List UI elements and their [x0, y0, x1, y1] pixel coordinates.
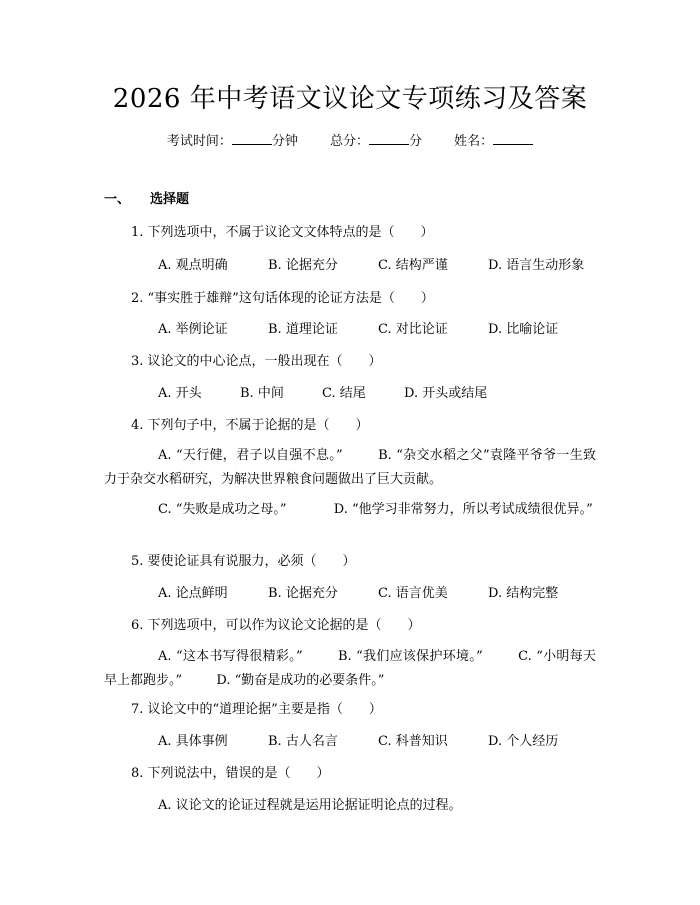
score-label: 总分：	[329, 134, 369, 149]
name-blank	[493, 132, 533, 145]
page-title: 2026 年中考语文议论文专项练习及答案	[112, 84, 588, 114]
section-heading	[104, 191, 189, 209]
question-8-stem: 8. 下列说法中，错误的是（ ）	[131, 766, 330, 781]
student-name	[454, 134, 533, 149]
exam-time	[167, 134, 302, 149]
question-7-options	[158, 733, 558, 751]
q2-option-d: D. 比喻论证	[488, 322, 559, 337]
exam-score	[330, 134, 426, 149]
question-8-option-a: A. 议论文的论证过程就是运用论据证明论点的过程。	[158, 798, 462, 813]
section-title: 选择题	[150, 192, 190, 207]
q7-option-c: C. 科普知识	[378, 734, 448, 749]
question-4-options-cd: C. “失败是成功之母。” D. “他学习非常努力，所以考试成绩很优异。”	[158, 502, 593, 517]
question-6-options: A. “这本书写得很精彩。” B. “我们应该保护环境。” C. “小明每天早上都跑步。” D. “勤奋是成功的必要条件。”	[104, 649, 596, 688]
q7-option-b: B. 古人名言	[268, 734, 338, 749]
question-2-stem: 2. “事实胜于雄辩”这句话体现的论证方法是（ ）	[131, 291, 434, 306]
q1-option-c: C. 结构严谨	[378, 258, 448, 273]
q1-option-b: B. 论据充分	[268, 258, 338, 273]
q7-option-a: A. 具体事例	[158, 734, 228, 749]
q3-option-d: D. 开头或结尾	[404, 386, 488, 401]
question-5-options	[158, 585, 558, 603]
score-unit: 分	[409, 134, 423, 149]
q2-option-b: B. 道理论证	[268, 322, 338, 337]
q5-option-a: A. 论点鲜明	[158, 586, 228, 601]
q7-option-d: D. 个人经历	[488, 734, 559, 749]
q5-option-c: C. 语言优美	[378, 586, 448, 601]
time-label: 考试时间：	[166, 134, 232, 149]
question-4-stem: 4. 下列句子中，不属于论据的是（ ）	[131, 418, 369, 433]
q5-option-d: D. 结构完整	[488, 586, 559, 601]
q1-option-a: A. 观点明确	[158, 258, 228, 273]
question-7-stem: 7. 议论文中的“道理论据”主要是指（ ）	[131, 702, 382, 717]
question-1-stem: 1. 下列选项中，不属于议论文文体特点的是（ ）	[131, 225, 434, 240]
q3-option-b: B. 中间	[240, 386, 284, 401]
question-6-stem: 6. 下列选项中，可以作为议论文论据的是（ ）	[131, 618, 421, 633]
time-blank	[232, 132, 272, 145]
q3-option-a: A. 开头	[158, 386, 202, 401]
question-4-options-ab: A. “天行健，君子以自强不息。” B. “杂交水稻之父”袁隆平爷爷一生致力于杂交水稻研究，为解决世界粮食问题做出了巨大贡献。	[104, 448, 596, 487]
section-number: 一、	[104, 192, 131, 207]
time-unit: 分钟	[271, 134, 298, 149]
score-blank	[369, 132, 409, 145]
exam-info-line	[0, 132, 700, 151]
q2-option-c: C. 对比论证	[378, 322, 448, 337]
q3-option-c: C. 结尾	[322, 386, 366, 401]
q5-option-b: B. 论据充分	[268, 586, 338, 601]
question-3-options	[158, 385, 487, 403]
name-label: 姓名：	[454, 134, 494, 149]
question-3-stem: 3. 议论文的中心论点，一般出现在（ ）	[131, 354, 382, 369]
q2-option-a: A. 举例论证	[158, 322, 228, 337]
question-1-options	[158, 257, 584, 275]
question-2-options	[158, 321, 558, 339]
question-5-stem: 5. 要使论证具有说服力，必须（ ）	[131, 554, 356, 569]
q1-option-d: D. 语言生动形象	[488, 258, 585, 273]
